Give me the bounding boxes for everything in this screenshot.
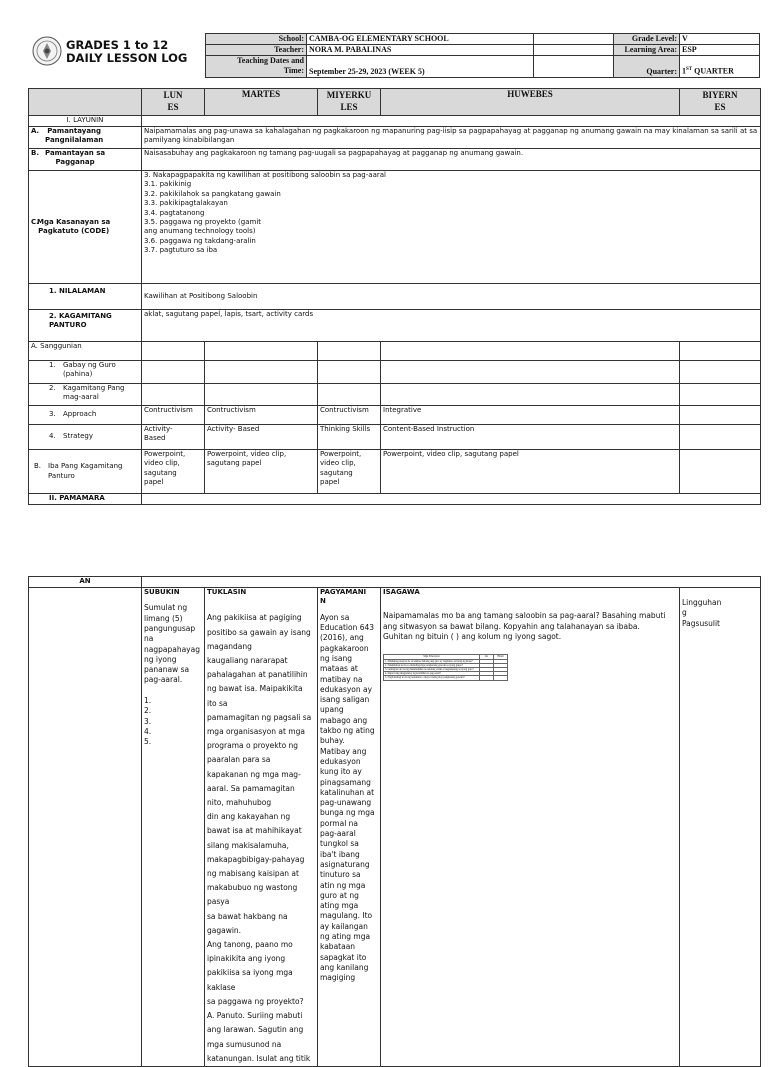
- school-label: School:: [206, 34, 307, 45]
- mini-head-sitwasyon: Mga Sitwasyon: [384, 655, 480, 659]
- mini-row-1: 1. Nakikipag-usap ka ba sa kaklase habang ang guro ay nagtuturo sa harap ng klase?: [384, 659, 480, 663]
- approach-miyerkules: Contructivism: [318, 406, 381, 425]
- strategy-martes: Activity- Based: [205, 425, 318, 450]
- iba-lunes: Powerpoint, video clip, sagutang papel: [142, 450, 205, 494]
- quarter-sup: ST: [686, 67, 693, 73]
- mini-head-oo: Oo: [480, 655, 494, 659]
- area-value: ESP: [680, 45, 760, 56]
- mini-head-hindi: Hindi: [494, 655, 508, 659]
- teacher-value: NORA M. PABALINAS: [307, 45, 534, 56]
- pamantayan-sa-pagganap-text: Naisasabuhay ang pagkakaroon ng tamang pag-uugali sa pagpapahayag at pagganap ng anumang gawain.: [142, 149, 761, 171]
- approach-row-label: [29, 406, 142, 425]
- isagawa-cell: [381, 588, 680, 1067]
- approach-huwebes: Integrative: [381, 406, 680, 425]
- school-value: CAMBA-OG ELEMENTARY SCHOOL: [307, 34, 534, 45]
- pamantayang-pangnilalaman-label: [29, 127, 142, 149]
- deped-seal: [32, 36, 62, 66]
- dates-value: September 25-29, 2023 (WEEK 5): [307, 56, 534, 78]
- iba-pang-label: Iba Pang Kagamitang Panturo: [48, 462, 123, 480]
- area-label: Learning Area:: [614, 45, 680, 56]
- grade-value: V: [680, 34, 760, 45]
- isagawa-text: Naipamamalas mo ba ang tamang saloobin sa pag-aaral? Basahing mabuti ang sitwasyon sa bawat bilang. Kopyahin ang talahanayan sa ibaba. Guhitan ng bituin ( ) ang kolum ng iyong sagot.: [383, 611, 666, 641]
- mini-row-4: 4. Dapat bang magpatuloy ng kawilihan sa pag-aaral?: [384, 672, 480, 676]
- day-huwebes: HUWEBES: [381, 89, 680, 116]
- n3: 3.: [49, 410, 56, 418]
- dates-label-2: Time:: [283, 66, 304, 75]
- header-info-table: [205, 33, 760, 78]
- strategy-label: Strategy: [63, 432, 93, 441]
- quarter-num: 1: [682, 67, 686, 76]
- iba-martes: Powerpoint, video clip, sagutang papel: [205, 450, 318, 494]
- b2-marker: B.: [34, 462, 42, 471]
- gabay-label: Gabay ng Guro (pahina): [63, 361, 116, 379]
- c-title: Mga Kasanayan sa Pagkatuto (CODE): [37, 217, 111, 235]
- n2: 2.: [49, 384, 56, 392]
- nilalaman-label: 1. NILALAMAN: [29, 284, 142, 310]
- approach-lunes: Contructivism: [142, 406, 205, 425]
- kagamitan-pang-row-label: [29, 384, 142, 406]
- approach-label: Approach: [63, 410, 97, 418]
- day-biyernes: BIYERN ES: [680, 89, 761, 116]
- iba-pang-row-label: [29, 450, 142, 494]
- day-miyerkules: MIYERKU LES: [318, 89, 381, 116]
- kagamitang-panturo-text: aklat, sagutang papel, lapis, tsart, activity cards: [142, 310, 761, 342]
- main-lesson-table: [28, 88, 761, 505]
- b-marker: B.: [31, 149, 39, 157]
- kasanayan-text: 3. Nakapagpapakita ng kawilihan at positibong saloobin sa pag-aaral 3.1. pakikinig 3.2. pakikilahok sa pangkatang gawain 3.3. pakikipagtalakayan 3.4. pagtatanong 3.5. paggawa ng proyekto (gamit ang anumang technology tools) 3.6. paggawa ng takdang-aralin 3.7. pagtuturo sa iba: [142, 171, 761, 284]
- quarter-value: [680, 56, 760, 78]
- n4: 4.: [49, 432, 56, 441]
- tuklasin-cell: [205, 588, 318, 1067]
- sanggunian-label: A. Sanggunian: [29, 342, 142, 361]
- strategy-huwebes: Content-Based Instruction: [381, 425, 680, 450]
- mini-row-5: 5. Nagbabahagi ka ba ng natutunan o ideya tuwing may pangkatang gawain?: [384, 676, 480, 680]
- section-layunin: I. LAYUNIN: [29, 116, 142, 127]
- log-title: [66, 39, 187, 65]
- pagyamanin-heading: PAGYAMANI N: [320, 588, 367, 606]
- iba-huwebes: Powerpoint, video clip, sagutang papel: [381, 450, 680, 494]
- day-lunes: LUN ES: [142, 89, 205, 116]
- dates-label: [206, 56, 307, 78]
- subukin-heading: SUBUKIN: [144, 588, 180, 596]
- isagawa-heading: ISAGAWA: [383, 588, 420, 596]
- tuklasin-heading: TUKLASIN: [207, 588, 247, 596]
- mini-row-2: 2. Nakikilahok ka ba sa mabuting mga pangkatang gawain sa iyong grupo?: [384, 663, 480, 667]
- log-title-line2: DAILY LESSON LOG: [66, 51, 188, 65]
- subukin-text: Sumulat ng limang (5) pangungusap na nagpapahayag ng iyong pananaw sa pag-aaral. 1. 2. 3. 4. 5.: [144, 603, 200, 747]
- day-martes: MARTES: [205, 89, 318, 116]
- day-header-row: [29, 89, 761, 116]
- nilalaman-text: Kawilihan at Positibong Saloobin: [142, 284, 761, 310]
- mini-row-3: 3. Gumagawa ka ba ng makabuluhan na takdang aralin at nagtatanong sa iyong guro?: [384, 667, 480, 671]
- a-marker: A.: [31, 127, 40, 135]
- strategy-lunes: Activity- Based: [142, 425, 205, 450]
- quarter-text: QUARTER: [692, 67, 734, 76]
- teacher-label: Teacher:: [206, 45, 307, 56]
- n1: 1.: [49, 361, 56, 369]
- biyernes-lingguhan: Lingguhan g Pagsusulit: [680, 588, 761, 1067]
- pagyamanin-cell: [318, 588, 381, 1067]
- log-title-line1: GRADES 1 to 12: [66, 38, 169, 52]
- c-marker: C.: [31, 217, 39, 226]
- pamamaraan-table: [28, 576, 761, 1067]
- grade-label: Grade Level:: [614, 34, 680, 45]
- strategy-miyerkules: Thinking Skills: [318, 425, 381, 450]
- gabay-row-label: [29, 361, 142, 384]
- a-title: Pamantayang Pangnilalaman: [45, 127, 104, 145]
- pamantayan-sa-pagganap-label: [29, 149, 142, 171]
- subukin-cell: [142, 588, 205, 1067]
- pagyamanin-text: Ayon sa Education 643 (2016), ang pagkakaroon ng isang mataas at matibay na edukasyon ay isang saligan upang mabago ang takbo ng ating buhay. Matibay ang edukasyon kung ito ay pinagsamang katalinuhan at pag-unawang bunga ng mga pormal na pag-aaral tungkol sa iba't ibang asignaturang tinuturo sa atin ng mga guro at ng ating mga magulang. Ito ay kailangan ng ating mga kabataan sapagkat ito ang kanilang magiging: [320, 612, 375, 983]
- strategy-row-label: [29, 425, 142, 450]
- kagamitang-panturo-label: 2. KAGAMITANG PANTURO: [29, 310, 142, 342]
- kasanayan-label: [29, 171, 142, 284]
- iba-miyerkules: Powerpoint, video clip, sagutang papel: [318, 450, 381, 494]
- b-title: Pamantayan sa Pagganap: [45, 149, 106, 167]
- dates-label-1: Teaching Dates and: [237, 56, 304, 65]
- sitwasyon-mini-table: [383, 654, 508, 680]
- approach-martes: Contructivism: [205, 406, 318, 425]
- kagamitan-pang-label: Kagamitang Pang mag-aaral: [63, 384, 125, 402]
- pamamaraan-cont: AN: [29, 577, 142, 588]
- pamantayang-pangnilalaman-text: Naipamamalas ang pag-unawa sa kahalagahan ng pagkakaroon ng mapanuring pag-iisip sa pagpapahayag at pagganap ng anumang gawain na may kinalaman sa sarili at sa pamilyang kinabibilangan: [142, 127, 761, 149]
- tuklasin-text: Ang pakikiisa at pagiging positibo sa gawain ay isang magandang kaugaliang nararapat pahalagahan at panatilihin ng bawat isa. Maipakikita ito sa pamamagitan ng pagsali sa mga organisasyon at mga programa o proyekto ng paaralan para sa kapakanan ng mga mag- aaral. Sa pamamagitan nito, mahuhubog din ang kakayahan ng bawat isa at mahihikayat silang makisalamuha, makapagbibigay-pahayag ng mabisang kaisipan at makabubuo ng wastong pasya sa bawat hakbang na gagawin. Ang tanong, paano mo ipinakikita ang iyong pakikiisa sa iyong mga kaklase sa paggawa ng proyekto? A. Panuto. Suriing mabuti ang larawan. Sagutin ang mga sumusunod na katanungan. Isulat ang titik: [207, 613, 312, 1063]
- pamamaraan-label: II. PAMAMARA: [29, 494, 142, 505]
- quarter-label: Quarter:: [614, 56, 680, 78]
